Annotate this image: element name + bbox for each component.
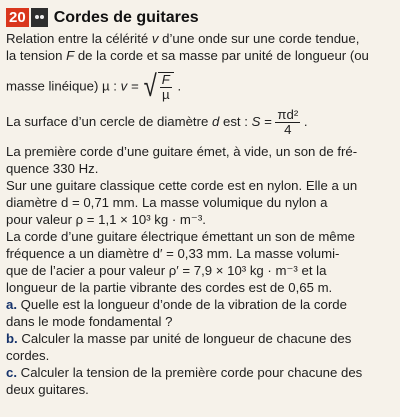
question-a-line-1: a. Quelle est la longueur d’onde de la vibration de la corde [6, 297, 347, 312]
steel-line-3: que de l’acier a pour valeur ρ′ = 7,9 × 10³ kg · m⁻³ et la [6, 263, 327, 278]
intro-line-2: la tension F de la corde et sa masse par unité de longueur (ou [6, 48, 369, 63]
question-b-line-2: cordes. [6, 348, 50, 363]
steel-line-2: fréquence a un diamètre d′ = 0,33 mm. La masse volumi- [6, 246, 340, 261]
question-b-line-1: b. Calculer la masse par unité de longueur de chacune des [6, 331, 352, 346]
intro-line-3: masse linéique) µ : v = √ $\frac{F}{\text{µ}}$ . [6, 70, 182, 103]
question-c-line-1: c. Calculer la tension de la première corde pour chacune des [6, 365, 363, 380]
difficulty-dots-icon [31, 8, 48, 27]
exercise-title: Cordes de guitares [53, 8, 199, 26]
surface-formula-line: La surface d’un cercle de diamètre d est : S = $\frac{\text{πd²}}{4}$ . [6, 107, 308, 137]
steel-line-4: longueur de la partie vibrante des cordes est de 0,65 m. [6, 280, 333, 295]
surface-fraction: $\frac{\text{πd²}}{4}$ [277, 107, 299, 137]
nylon-line-1: Sur une guitare classique cette corde est en nylon. Elle a un [6, 178, 358, 193]
nylon-line-2: diamètre d = 0,71 mm. La masse volumique du nylon a [6, 195, 328, 210]
nylon-line-3: pour valeur ρ = 1,1 × 10³ kg · m⁻³. [6, 212, 206, 227]
exercise-number: 20 [6, 8, 29, 27]
question-c-line-2: deux guitares. [6, 382, 89, 397]
exercise-header [6, 6, 394, 28]
question-a-line-2: dans le mode fondamental ? [6, 314, 173, 329]
frequency-line-1: La première corde d’une guitare émet, à vide, un son de fré- [6, 144, 358, 159]
intro-line-1: Relation entre la célérité v d’une onde sur une corde tendue, [6, 31, 360, 46]
sqrt-formula: √ $\frac{F}{\text{µ}}$ [142, 72, 174, 102]
frequency-line-2: quence 330 Hz. [6, 161, 99, 176]
steel-line-1: La corde d’une guitare électrique émettant un son de même [6, 229, 355, 244]
